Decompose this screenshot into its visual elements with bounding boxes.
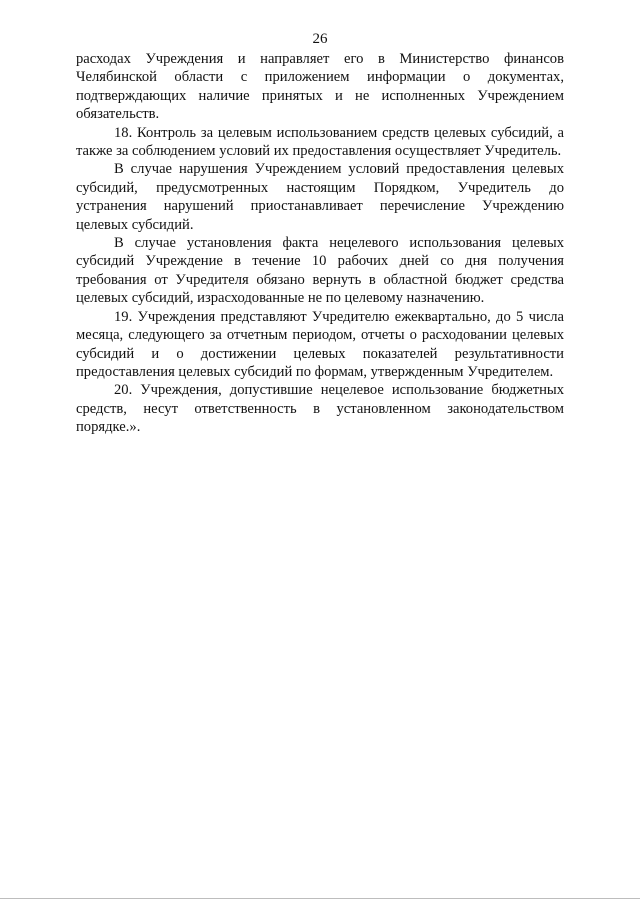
paragraph-item-20: 20. Учреждения, допустившие нецелевое использование бюджетных средств, несут ответственность в установленном законодательством порядке.». [76, 382, 564, 436]
paragraph-misuse-refund: В случае установления факта нецелевого использования целевых субсидий Учреждение в течение 10 рабочих дней со дня получения требования от Учредителя обязано вернуть в областной бюджет средства целевых субсидий, израсходованные не по целевому назначению. [76, 235, 564, 307]
document-body [76, 50, 564, 437]
paragraph-item-18: 18. Контроль за целевым использованием средств целевых субсидий, а также за соблюдением условий их предоставления осуществляет Учредитель. [76, 124, 564, 160]
page-bottom-edge [0, 898, 640, 899]
paragraph-item-19: 19. Учреждения представляют Учредителю ежеквартально, до 5 числа месяца, следующего за отчетным периодом, отчеты о расходовании целевых субсидий и о достижении целевых показателей результативности предоставления целевых субсидий по формам, утвержденным Учредителем. [76, 308, 564, 380]
page-number: 26 [312, 31, 328, 47]
paragraph-continuation: расходах Учреждения и направляет его в Министерство финансов Челябинской области с приложением информации о документах, подтверждающих наличие принятых и не исполненных Учреждением обязательств. [76, 51, 564, 123]
paragraph-violation-suspension: В случае нарушения Учреждением условий предоставления целевых субсидий, предусмотренных настоящим Порядком, Учредитель до устранения нарушений приостанавливает перечисление Учреждению целевых субсидий. [76, 161, 564, 233]
